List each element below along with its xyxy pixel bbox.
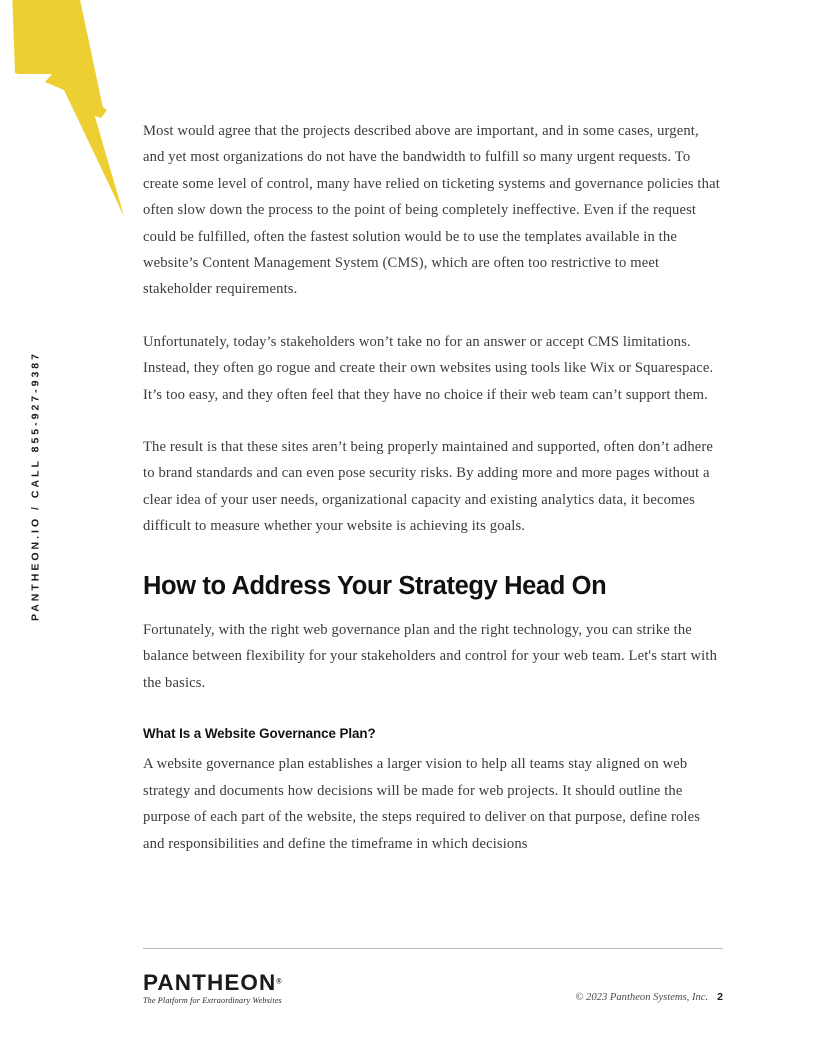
lightning-bolt-icon — [0, 0, 140, 220]
page-footer — [143, 948, 723, 1005]
registered-trademark-icon: ® — [276, 978, 282, 986]
logo-tagline-text: The Platform for Extraordinary Websites — [143, 995, 282, 1005]
footer-divider — [143, 948, 723, 949]
section-heading: How to Address Your Strategy Head On — [143, 571, 607, 600]
body-paragraph-1: Most would agree that the projects described above are important, and in some cases, urgent, and yet most organizations do not have the bandwidth to fulfill so many urgent requests. To create some level of control, many have relied on ticketing systems and governance policies that often slow down the process to the point of being completely ineffective. Even if the request could be fulfilled, often the fastest solution would be to use the templates available in the website’s Content Management System (CMS), which are often too restrictive to meet stakeholder requirements. — [143, 123, 720, 298]
body-paragraph-5: A website governance plan establishes a larger vision to help all teams stay aligned on web strategy and documents how decisions will be made for web projects. It should outline the purpose of each part of the website, the steps required to deliver on that purpose, define roles and responsibilities and define the timeframe in which decisions — [143, 756, 701, 852]
body-paragraph-2: Unfortunately, today’s stakeholders won’t take no for an answer or accept CMS limitations. Instead, they often go rogue and create their own websites using tools like Wix or Squarespace. It’s too easy, and they often feel that they have no choice if their web team can’t support them. — [143, 333, 714, 403]
footer-row — [143, 972, 723, 1005]
pantheon-logo — [143, 972, 282, 1005]
side-rail-contact-text: PANTHEON.IO / CALL 855-927-9387 — [29, 351, 42, 622]
page-number: 2 — [717, 990, 723, 1003]
side-rail — [0, 330, 70, 650]
copyright-block — [575, 991, 723, 1005]
sub-heading: What Is a Website Governance Plan? — [143, 726, 376, 742]
logo-wordmark-row — [143, 972, 282, 995]
body-paragraph-3: The result is that these sites aren’t being properly maintained and supported, often don’t adhere to brand standards and can even pose security risks. By adding more and more pages without a clear idea of your user needs, organizational capacity and existing analytics data, it becomes difficult to measure whether your website is achieving its goals. — [143, 439, 714, 535]
copyright-text: © 2023 Pantheon Systems, Inc. — [575, 991, 709, 1003]
body-paragraph-4: Fortunately, with the right web governance plan and the right technology, you can strike the balance between flexibility for your stakeholders and control for your web team. Let's start with the basics. — [143, 622, 718, 691]
page-content — [143, 118, 723, 857]
logo-wordmark-text: PANTHEON — [143, 970, 277, 995]
